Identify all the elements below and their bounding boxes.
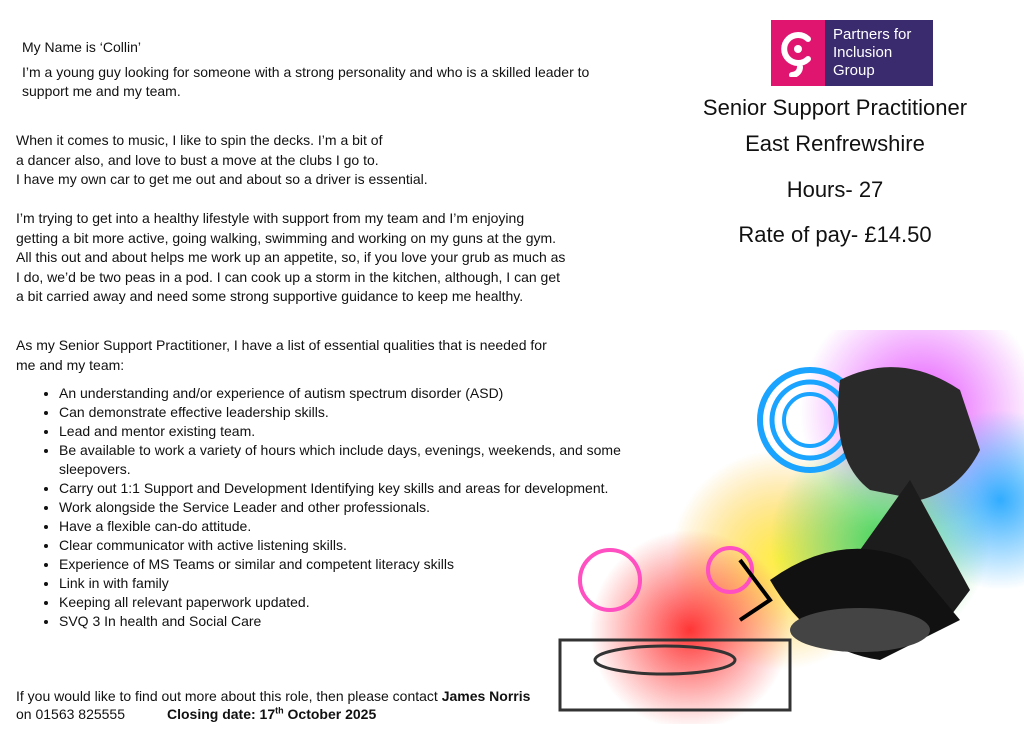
health-line: I’m trying to get into a healthy lifestyle with support from my team and I’m enjoying <box>16 210 525 226</box>
music-line: When it comes to music, I like to spin the decks. I’m a bit of <box>16 132 383 148</box>
contact-person: James Norris <box>441 688 531 704</box>
logo-line: Group <box>833 62 875 79</box>
dj-turntable-illustration-icon <box>440 330 1024 724</box>
name-line: My Name is ‘Collin’ <box>22 39 142 55</box>
health-line: All this out and about helps me work up an appetite, so, if you love your grub as much as <box>16 249 566 265</box>
partners-for-inclusion-logo <box>771 20 933 86</box>
health-line: I do, we’d be two peas in a pod. I can cook up a storm in the kitchen, although, I can get <box>16 268 561 285</box>
health-line: getting a bit more active, going walking, swimming and working on my guns at the gym. <box>16 229 557 246</box>
music-line: a dancer also, and love to bust a move at the clubs I go to. <box>16 151 379 168</box>
closing-date: Closing date: 17th October 2025 <box>167 705 377 722</box>
contact-text: If you would like to find out more about this role, then please contact <box>16 688 442 704</box>
logo-text <box>825 26 911 80</box>
logo-line: Inclusion <box>833 44 893 61</box>
list-item: • Have a flexible can-do attitude. <box>59 517 639 536</box>
list-item: • SVQ 3 In health and Social Care <box>59 612 639 631</box>
music-paragraph <box>16 131 606 190</box>
list-item: • Be available to work a variety of hours which include days, evenings, weekends, and some sleepovers. <box>59 441 639 479</box>
contact-phone: on 01563 825555 <box>16 706 125 722</box>
intro-section <box>22 38 612 107</box>
list-item: • Clear communicator with active listening skills. <box>59 536 639 555</box>
health-paragraph <box>16 209 606 307</box>
logo-mark-icon <box>771 20 825 86</box>
list-item: • Can demonstrate effective leadership skills. <box>59 403 639 422</box>
list-item: • Carry out 1:1 Support and Development Identifying key skills and areas for development. <box>59 479 639 498</box>
logo-line: Partners for <box>833 26 912 43</box>
job-title: Senior Support Practitioner <box>702 95 968 120</box>
music-line: I have my own car to get me out and about so a driver is essential. <box>16 171 428 187</box>
job-hours: Hours- 27 <box>786 177 884 202</box>
list-item: • Link in with family <box>59 574 639 593</box>
list-item: • Experience of MS Teams or similar and competent literacy skills <box>59 555 639 574</box>
health-line: a bit carried away and need some strong supportive guidance to keep me healthy. <box>16 288 524 304</box>
job-rate: Rate of pay- £14.50 <box>738 222 932 247</box>
list-item: • An understanding and/or experience of autism spectrum disorder (ASD) <box>59 384 639 403</box>
list-item: • Work alongside the Service Leader and other professionals. <box>59 498 639 517</box>
qualities-intro-line: me and my team: <box>16 356 125 373</box>
looking-for-text: I’m a young guy looking for someone with a strong personality and who is a skilled leader to support me and my team. <box>22 64 590 99</box>
qualities-intro-line: As my Senior Support Practitioner, I have a list of essential qualities that is needed for <box>16 337 547 353</box>
list-item: • Keeping all relevant paperwork updated. <box>59 593 639 612</box>
list-item: • Lead and mentor existing team. <box>59 422 639 441</box>
job-location: East Renfrewshire <box>745 131 925 156</box>
